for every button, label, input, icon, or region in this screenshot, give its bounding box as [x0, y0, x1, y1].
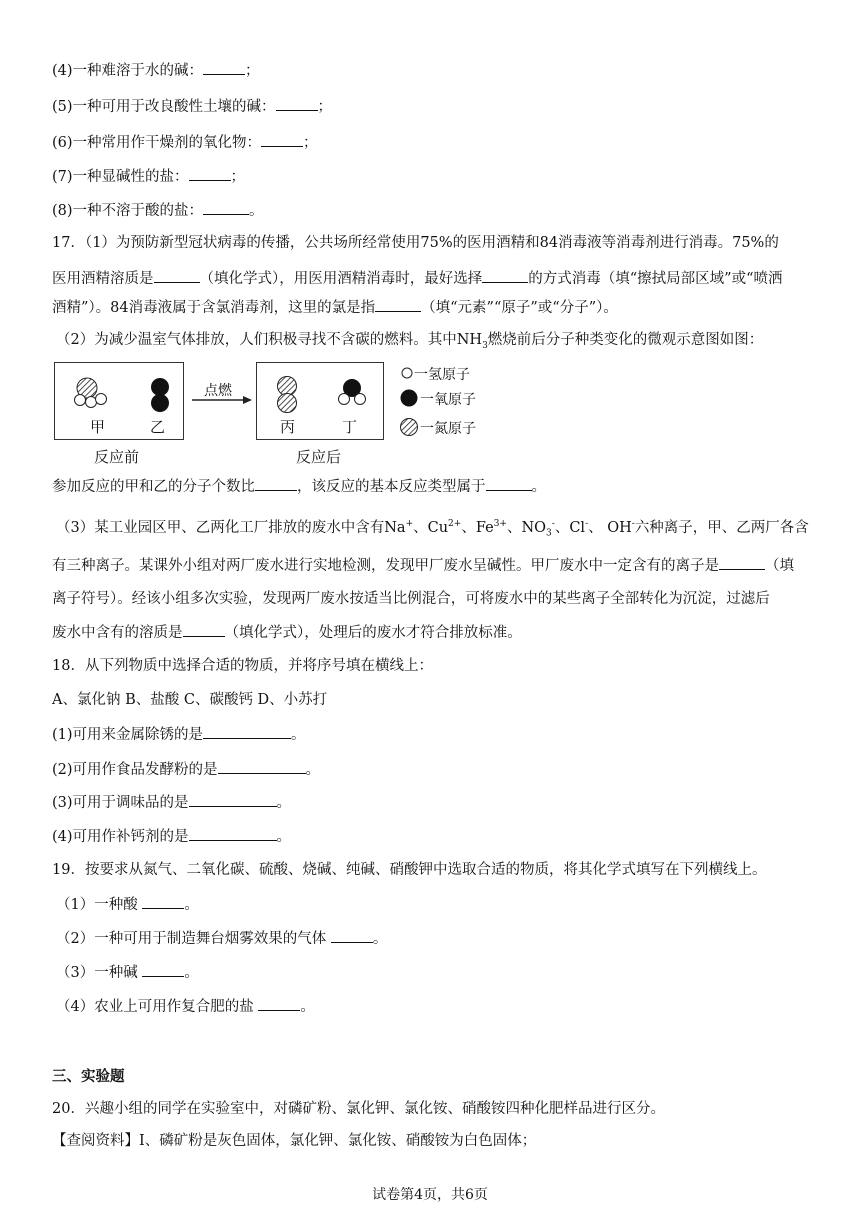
q18-stem: 18．从下列物质中选择合适的物质，并将序号填在横线上： — [52, 658, 433, 674]
answer-blank[interactable] — [203, 724, 291, 739]
answer-blank[interactable] — [189, 792, 277, 807]
q17-part3-line-3: 离子符号）。经该小组多次实验，发现两厂废水按适当比例混合，可将废水中的某些离子全部转化为沉淀，过滤后 — [52, 591, 770, 607]
q18-options: A、氯化钠 B、盐酸 C、碳酸钙 D、小苏打 — [52, 692, 328, 708]
answer-blank[interactable] — [719, 555, 765, 570]
section-heading: 三、实验题 — [52, 1068, 125, 1085]
q17-part2-question: 参加反应的甲和乙的分子个数比 ，该反应的基本反应类型属于 。 — [52, 476, 546, 497]
answer-blank[interactable] — [183, 622, 225, 637]
answer-blank[interactable] — [218, 759, 306, 774]
label-yi: 乙 — [150, 418, 166, 436]
q16-item-7: (7)一种显碱性的盐： ； — [52, 166, 245, 187]
q18-item-2: (2)可用作食品发酵粉的是 。 — [52, 759, 320, 780]
q19-item-1: （1）一种酸 。 — [56, 894, 199, 915]
legend-oxygen: 一氧原子 — [420, 392, 476, 408]
legend-nitrogen: 一氮原子 — [420, 421, 476, 437]
q16-item-4: (4)一种难溶于水的碱： ； — [52, 60, 260, 81]
label-before: 反应前 — [94, 448, 140, 466]
arrow-label: 点燃 — [204, 383, 232, 399]
answer-blank[interactable] — [142, 962, 184, 977]
answer-blank[interactable] — [486, 476, 532, 491]
answer-blank[interactable] — [189, 826, 277, 841]
q17-line-1: 17．（1）为预防新型冠状病毒的传播，公共场所经常使用75%的医用酒精和84消毒液等消毒剂进行消毒。75%的 — [52, 235, 779, 251]
q17-part3-line-2: 有三种离子。某课外小组对两厂废水进行实地检测，发现甲厂废水呈碱性。甲厂废水中一定含有的离子是 （填 — [52, 555, 794, 576]
q16-item-6: (6)一种常用作干燥剂的氧化物： ； — [52, 132, 318, 153]
q17-line-3: 酒精”）。84消毒液属于含氯消毒剂，这里的氯是指 （填“元素”“原子”或“分子”）。 — [52, 297, 618, 318]
water-molecule — [339, 379, 366, 405]
q17-line-2: 医用酒精溶质是 （填化学式），用医用酒精消毒时，最好选择 的方式消毒（填“擦拭局部区域”或“喷洒 — [52, 268, 783, 289]
q17-part2-stem: （2）为减少温室气体排放，人们积极寻找不含碳的燃料。其中$NH_3$燃烧前后分子种类变化的微观示意图如图： — [56, 332, 764, 351]
ammonia-molecule — [75, 378, 107, 408]
label-bing: 丙 — [280, 418, 296, 436]
answer-blank[interactable] — [331, 928, 373, 943]
label-jia: 甲 — [90, 418, 106, 436]
nitrogen-molecule — [278, 377, 297, 413]
q18-item-4: (4)可用作补钙剂的是 。 — [52, 826, 291, 847]
answer-blank[interactable] — [255, 476, 297, 491]
label-ding: 丁 — [342, 418, 358, 436]
q16-item-5: (5)一种可用于改良酸性土壤的碱： ； — [52, 96, 332, 117]
q18-item-1: (1)可用来金属除锈的是 。 — [52, 724, 306, 745]
oxygen-molecule — [151, 378, 169, 412]
q19-stem: 19．按要求从氮气、二氧化碳、硫酸、烧碱、纯碱、硝酸钾中选取合适的物质，将其化学式填写在下列横线上。 — [52, 862, 767, 878]
answer-blank[interactable] — [142, 894, 184, 909]
q16-item-8: (8)一种不溶于酸的盐： 。 — [52, 200, 264, 221]
q19-item-3: （3）一种碱 。 — [56, 962, 199, 983]
q20-stem: 20．兴趣小组的同学在实验室中，对磷矿粉、氯化钾、氯化铵、硝酸铵四种化肥样品进行区分。 — [52, 1101, 665, 1117]
q17-part3-line-4: 废水中含有的溶质是 （填化学式），处理后的废水才符合排放标准。 — [52, 622, 522, 643]
legend-hydrogen: 一氢原子 — [414, 367, 470, 383]
q19-item-2: （2）一种可用于制造舞台烟雾效果的气体 。 — [56, 928, 387, 949]
label-after: 反应后 — [296, 448, 342, 466]
q17-part3-line-1: （3）某工业园区甲、乙两化工厂排放的废水中含有Na+、$Cu^{2+}$、$Fe^{3+}$、$NO_3^-$、Cl-、 OH-六种离子，甲、乙两厂各含 — [56, 519, 809, 539]
page-footer: 试卷第4页，共6页 — [372, 1187, 488, 1203]
q20-reference: 【查阅资料】Ⅰ、磷矿粉是灰色固体，氯化钾、氯化铵、硝酸铵为白色固体； — [52, 1133, 537, 1149]
answer-blank[interactable] — [258, 996, 300, 1011]
q18-item-3: (3)可用于调味品的是 。 — [52, 792, 291, 813]
q19-item-4: （4）农业上可用作复合肥的盐 。 — [56, 996, 315, 1017]
